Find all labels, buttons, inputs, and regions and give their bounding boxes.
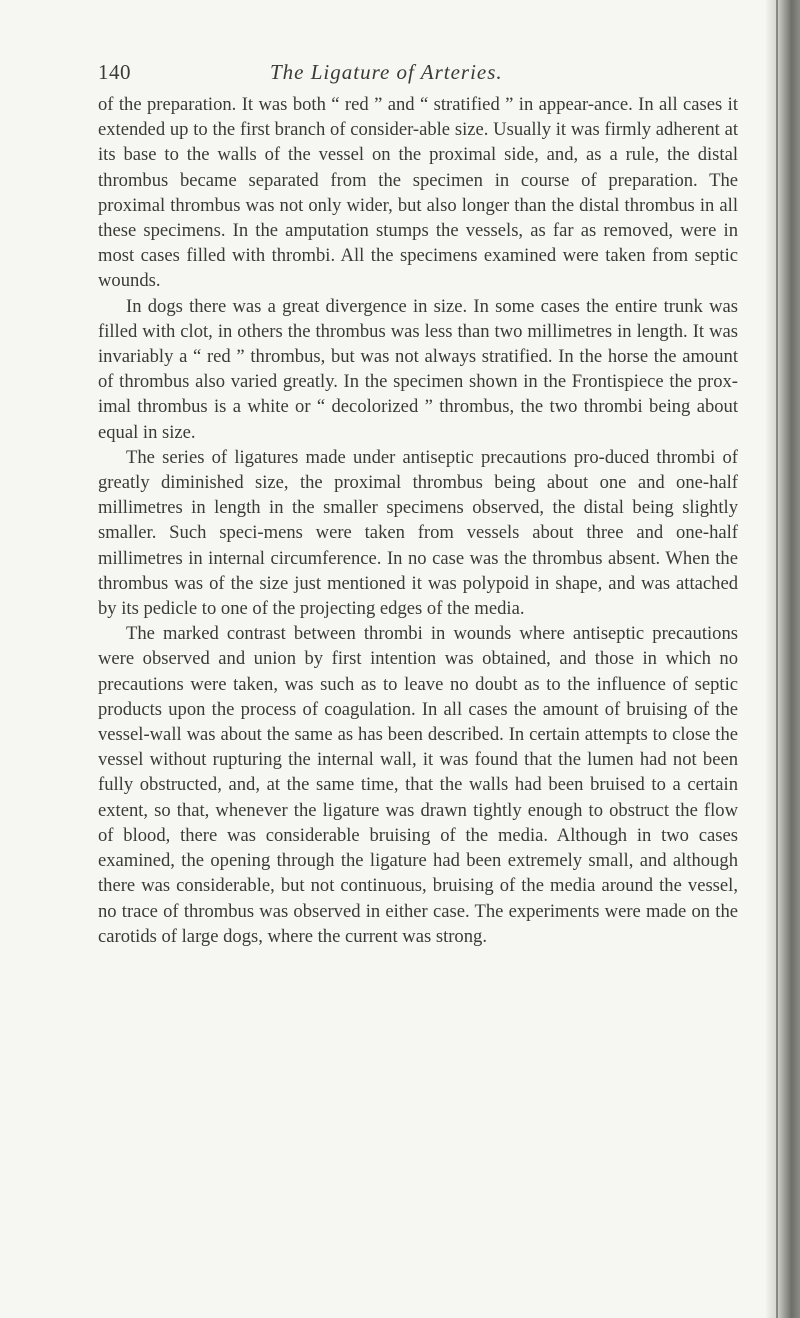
paragraph-1: of the preparation. It was both “ red ” and “ stratified ” in appear-ance. In all cases it extended up to the first branch of consider-able size. Usually it was firmly adherent at its base to the walls of the vessel on the proximal side, and, as a rule, the distal thrombus became separated from the specimen in course of preparation. The proximal thrombus was not only wider, but also longer than the distal thrombus in all these specimens. In the amputation stumps the vessels, as far as removed, were in most cases filled with thrombi. All the specimens examined were taken from septic wounds. — [98, 94, 738, 292]
paragraph-2: In dogs there was a great divergence in size. In some cases the entire trunk was filled with clot, in others the thrombus was less than two millimetres in length. It was invariably a “ red ” thrombus, but was not always stratified. In the horse the amount of thrombus also varied greatly. In the specimen shown in the Frontispiece the prox-imal thrombus is a white or “ decolorized ” thrombus, the two thrombi being about equal in size. — [98, 295, 738, 443]
page-edge-shadow — [766, 0, 800, 1318]
page-number: 140 — [98, 60, 131, 84]
paragraph-4: The marked contrast between thrombi in wounds where antiseptic precautions were observed and union by first intention was obtained, and those in which no precautions were taken, was such as to leave no doubt as to the influence of septic products upon the process of coagulation. In all cases the amount of bruising of the vessel-wall was about the same as has been described. In certain attempts to close the vessel without rupturing the internal wall, it was found that the lumen had not been fully obstructed, and, at the same time, that the walls had been bruised to a certain extent, so that, whenever the ligature was drawn tightly enough to obstruct the flow of blood, there was considerable bruising of the media. Although in two cases examined, the opening through the ligature had been extremely small, and although there was considerable, but not continuous, bruising of the media around the vessel, no trace of thrombus was observed in either case. The experiments were made on the carotids of large dogs, where the current was strong. — [98, 623, 738, 947]
running-head — [98, 60, 738, 90]
paragraph-3: The series of ligatures made under antiseptic precautions pro-duced thrombi of greatly diminished size, the proximal thrombus being about one and one-half millimetres in length in the smaller specimens observed, the distal being slightly smaller. Such speci-mens were taken from vessels about three and one-half millimetres in internal circumference. In no case was the thrombus absent. When the thrombus was of the size just mentioned it was polypoid in shape, and was attached by its pedicle to one of the projecting edges of the media. — [98, 446, 738, 620]
page-edge-line — [776, 0, 778, 1318]
running-title: The Ligature of Arteries. — [270, 60, 503, 84]
body-text — [98, 92, 738, 949]
